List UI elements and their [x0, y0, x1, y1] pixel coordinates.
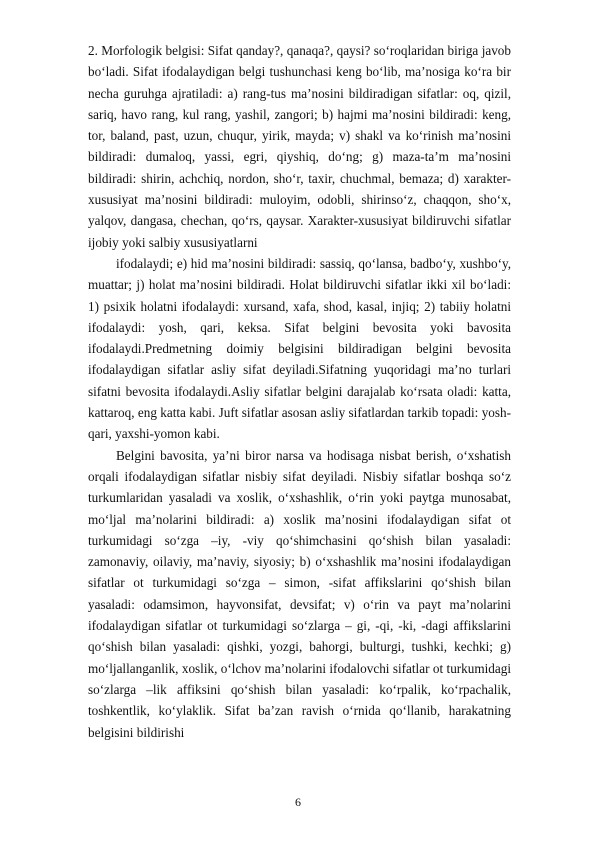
page-number: 6	[295, 795, 301, 809]
paragraph-smell-and-state: ifodalaydi; e) hid ma’nosini bildiradi: sassiq, qo‘lansa, badbo‘y, xushbo‘y, muattar; j) holat ma’nosini bildiradi. Holat bildiruvchi sifatlar ikki xil bo‘ladi: 1) psixik holatni ifodalaydi: xursand, xafa, shod, kasal, injiq; 2) tabiiy holatni ifodalaydi: yosh, qari, keksa. Sifat belgini bevosita yoki bavosita ifodalaydi.Predmetning doimiy belgisini bildiradigan belgini bevosita ifodalaydigan sifatlar asliy sifat deyiladi.Sifatning yuqoridagi ma’no turlari sifatni bevosita ifodalaydi.Asliy sifatlar belgini darajalab ko‘rsata oladi: katta, kattaroq, eng katta kabi. Juft sifatlar asosan asliy sifatlardan tarkib topadi: yosh-qari, yaxshi-yomon kabi.	[88, 255, 511, 442]
paragraph-morphological-feature: 2. Morfologik belgisi: Sifat qanday?, qanaqa?, qaysi? so‘roqlaridan biriga javob bo‘ladi. Sifat ifodalaydigan belgi tushunchasi keng bo‘lib, ma’nosiga ko‘ra bir necha guruhga ajratiladi: a) rang-tus ma’nosini bildiradigan sifatlar: oq, qizil, sariq, havo rang, kul rang, yashil, zangori; b) hajmi ma’nosini bildiradi: keng, tor, baland, past, uzun, chuqur, yirik, mayda; v) shakl va ko‘rinish ma’nosini bildiradi: dumaloq, yassi, egri, qiyshiq, do‘ng; g) maza-ta’m ma’nosini bildiradi: shirin, achchiq, nordon, sho‘r, taxir, chuchmal, bemaza; d) xarakter-xususiyat ma’nosini bildiradi: muloyim, odobli, shirinso‘z, chaqqon, sho‘x, yalqov, dangasa, chechan, qo‘rs, qaysar. Xarakter-xususiyat bildiruvchi sifatlar ijobiy yoki salbiy xususiyatlarni	[88, 43, 511, 250]
document-page	[88, 40, 511, 743]
paragraph-relative-adjectives: Belgini bavosita, ya’ni biror narsa va hodisaga nisbat berish, o‘xshatish orqali ifodalaydigan sifatlar nisbiy sifat deyiladi. Nisbiy sifatlar boshqa so‘z turkumlaridan yasaladi va xoslik, o‘xshashlik, o‘rin yoki paytga munosabat, mo‘ljal ma’nolarini bildiradi: a) xoslik ma’nosini ifodalaydigan sifat ot turkumidagi so‘zga –iy, -viy qo‘shimchasini qo‘shish bilan yasaladi: zamonaviy, oilaviy, ma’naviy, siyosiy; b) o‘xshashlik ma’nosini ifodalaydigan sifatlar ot turkumidagi so‘zga – simon, -sifat affikslarini qo‘shish bilan yasaladi: odamsimon, hayvonsifat, devsifat; v) o‘rin va payt ma’nolarini ifodalaydigan sifatlar ot turkumidagi so‘zlarga – gi, -qi, -ki, -dagi affikslarini qo‘shish bilan yasaladi: qishki, yozgi, bahorgi, bulturgi, tushki, kechki; g) mo‘ljallanganlik, xoslik, o‘lchov ma’nolarini ifodalovchi sifatlar ot turkumidagi so‘zlarga –lik affiksini qo‘shish bilan yasaladi: ko‘rpalik, ko‘rpachalik, toshkentlik, ko‘ylaklik. Sifat ba’zan ravish o‘rnida qo‘llanib, harakatning belgisini bildirishi	[88, 447, 511, 740]
